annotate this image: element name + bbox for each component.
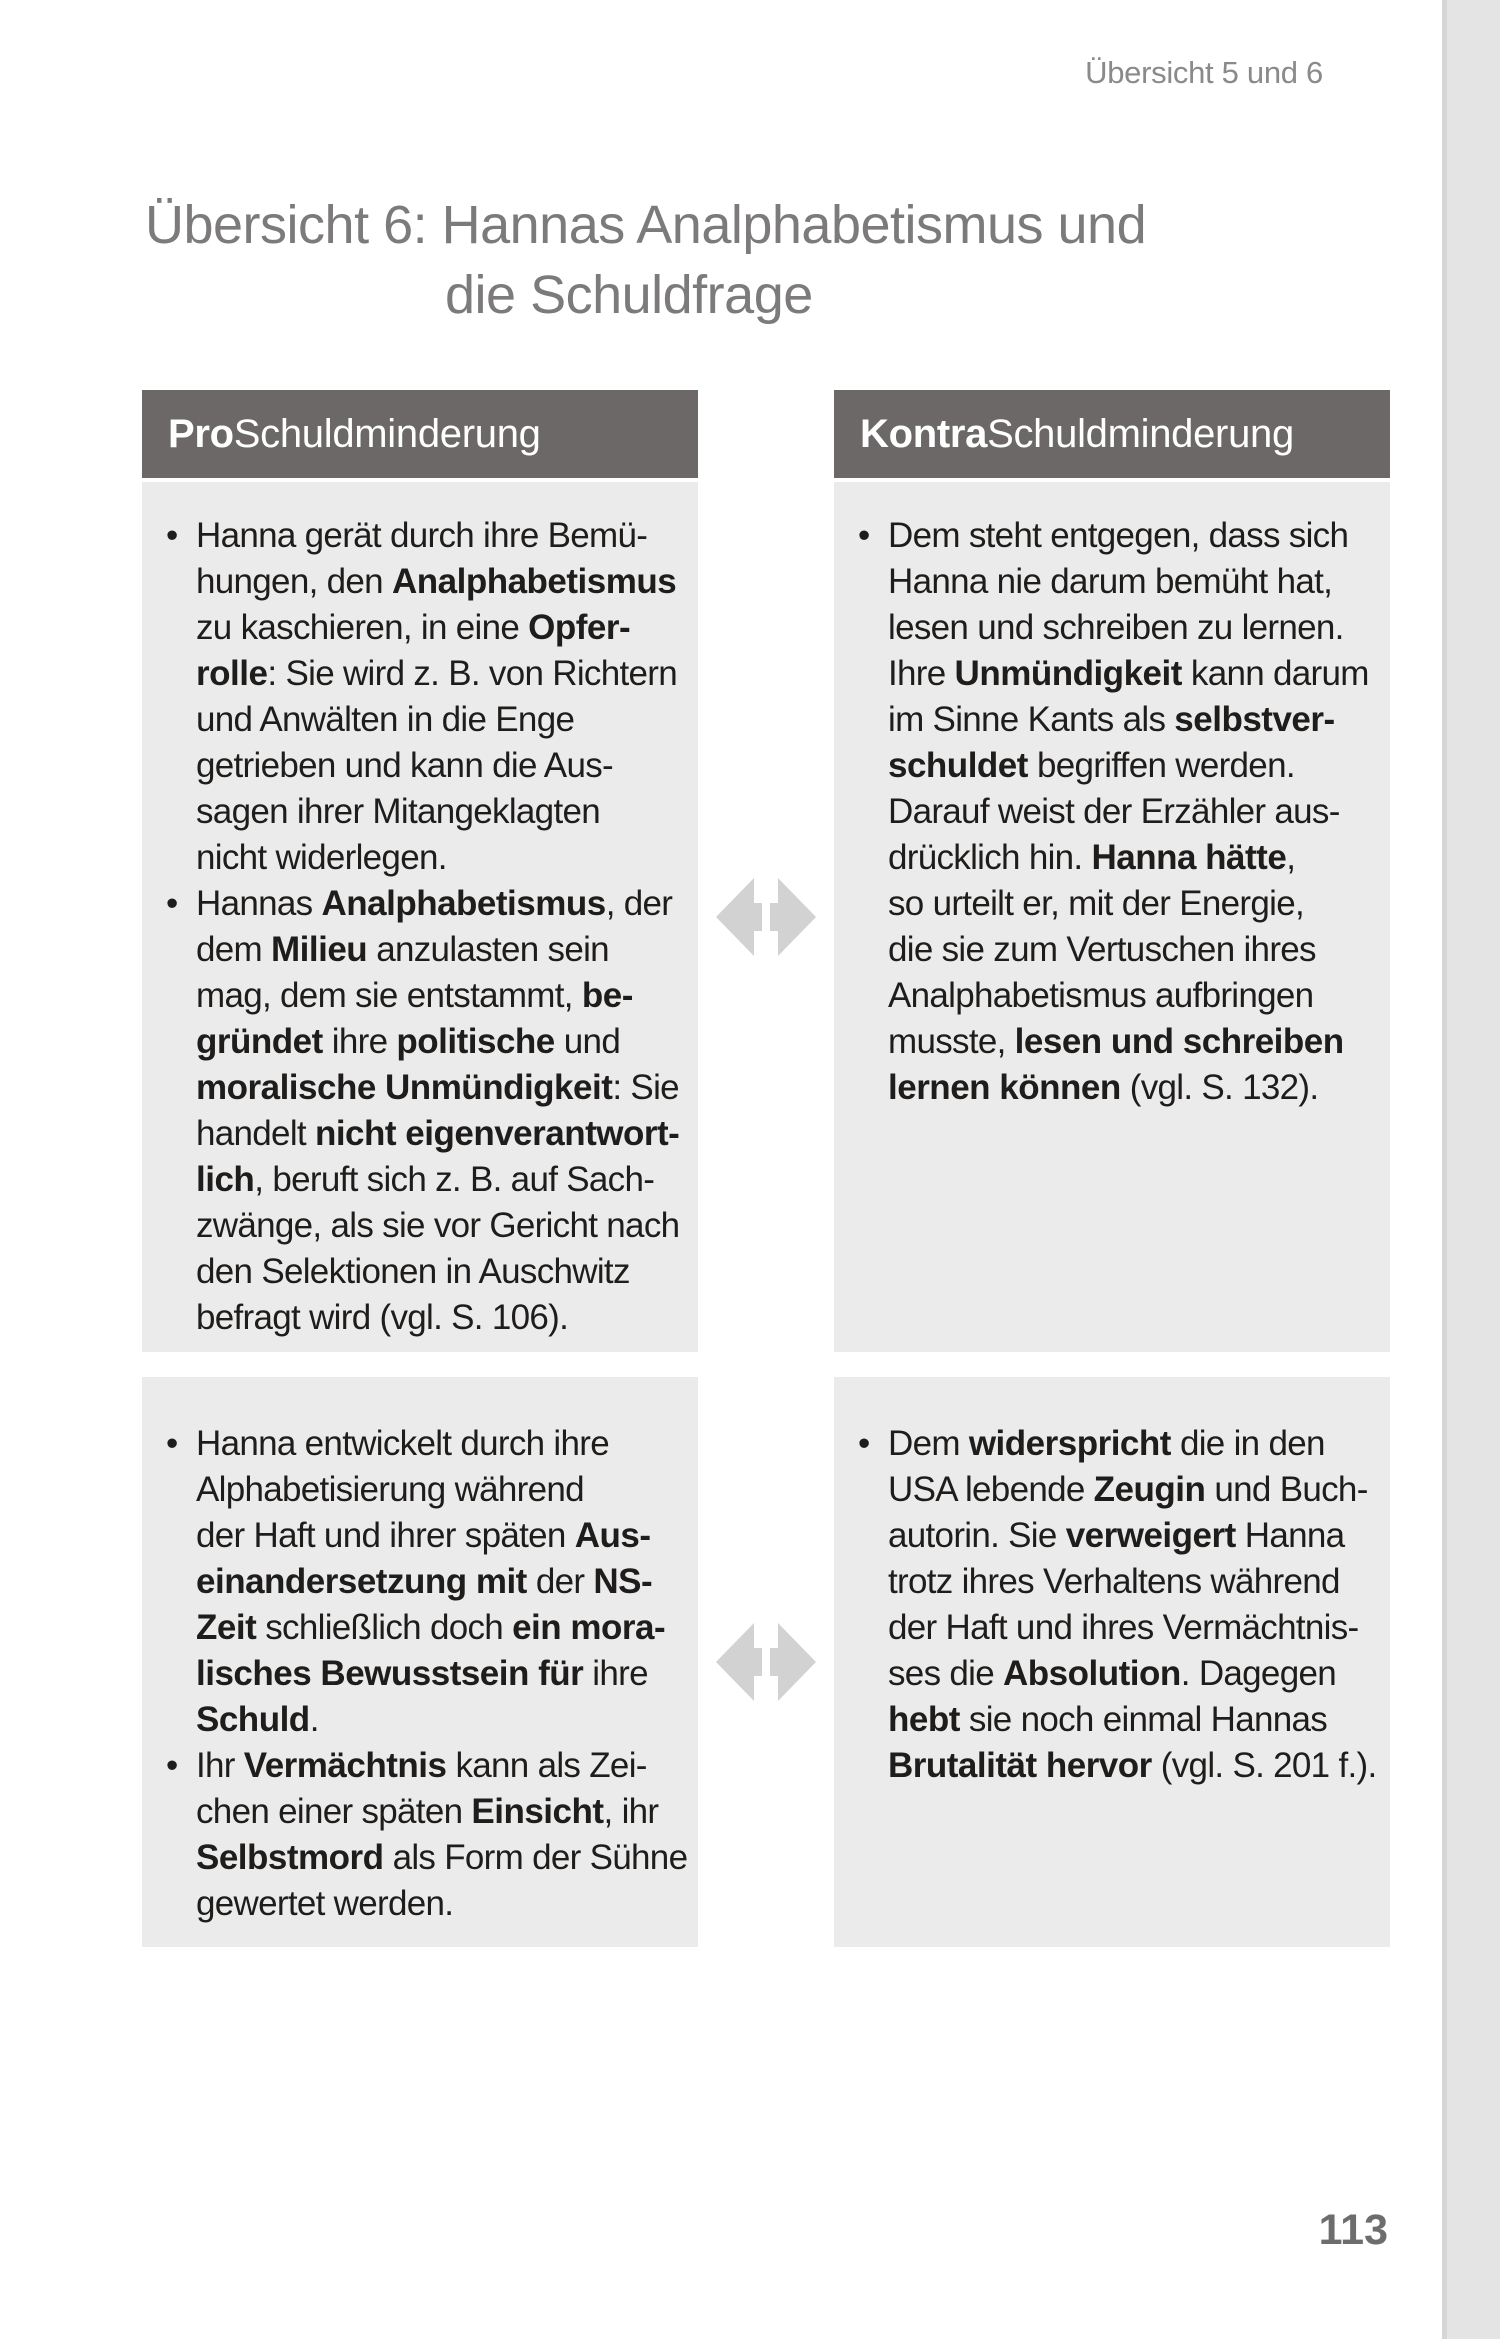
bullet-text	[196, 881, 684, 1341]
text: : Sie	[612, 1068, 679, 1107]
text-line	[196, 1467, 684, 1513]
text: lesen und schreiben zu lernen.	[888, 608, 1344, 647]
text: chen einer späten	[196, 1792, 472, 1831]
text-line	[196, 513, 684, 559]
text: und Buch-	[1205, 1470, 1368, 1509]
text: autorin. Sie	[888, 1516, 1066, 1555]
bold-text: Selbstmord	[196, 1838, 384, 1877]
text: Ihr	[196, 1746, 244, 1785]
bold-text: Aus-	[574, 1516, 651, 1555]
text-line	[888, 697, 1376, 743]
text-line	[888, 973, 1376, 1019]
text: drücklich hin.	[888, 838, 1092, 877]
text-line	[888, 1065, 1376, 1111]
text: .	[309, 1700, 319, 1739]
bold-text: hebt	[888, 1700, 960, 1739]
text: befragt wird (vgl. S. 106).	[196, 1298, 569, 1337]
text: und Anwälten in die Enge	[196, 700, 575, 739]
left-right-arrow-icon	[716, 878, 816, 956]
text-line	[196, 1249, 684, 1295]
bullet-item	[166, 1421, 684, 1743]
text-line	[196, 1203, 684, 1249]
text: Schuldminderung	[233, 411, 541, 456]
bullet-item	[858, 513, 1376, 1111]
bold-text: Analphabetismus	[391, 562, 677, 601]
bullet-text	[196, 513, 684, 881]
text: ,	[1286, 838, 1296, 877]
bold-text: Milieu	[271, 930, 368, 969]
bold-text: lich	[196, 1160, 255, 1199]
text-line	[888, 1467, 1376, 1513]
text-line	[196, 697, 684, 743]
text: im Sinne Kants als	[888, 700, 1175, 739]
page-edge-bar	[1442, 0, 1500, 2339]
text: , ihr	[603, 1792, 659, 1831]
text: ihre	[322, 1022, 397, 1061]
text: Schuldminderung	[987, 411, 1294, 456]
text-line	[196, 605, 684, 651]
text: Hanna nie darum bemüht hat,	[888, 562, 1333, 601]
left-right-arrow-icon	[716, 1623, 816, 1701]
text-line	[888, 605, 1376, 651]
text: ses die	[888, 1654, 1004, 1693]
text-line	[196, 1421, 684, 1467]
text-line	[196, 1513, 684, 1559]
bold-text: Pro	[168, 411, 234, 456]
text: (vgl. S. 201 f.).	[1151, 1746, 1377, 1785]
text-line	[888, 1019, 1376, 1065]
text-line	[196, 973, 684, 1019]
bullet-dot: •	[166, 1746, 178, 1785]
text-line	[196, 1157, 684, 1203]
text: Dem steht entgegen, dass sich	[888, 516, 1349, 555]
text: Hannas	[196, 884, 322, 923]
text-line	[196, 1559, 684, 1605]
text-line	[888, 1605, 1376, 1651]
text: die in den	[1170, 1424, 1325, 1463]
text-line	[196, 1697, 684, 1743]
bold-text: Hanna hätte	[1091, 838, 1287, 877]
text: mag, dem sie entstammt,	[196, 976, 582, 1015]
bullet-item	[166, 513, 684, 881]
text-line	[196, 1651, 684, 1697]
text: den Selektionen in Auschwitz	[196, 1252, 630, 1291]
bold-text: NS-	[593, 1562, 653, 1601]
text-line	[196, 1605, 684, 1651]
text-line	[196, 1743, 684, 1789]
bullet-text	[196, 1421, 684, 1743]
text-line	[888, 927, 1376, 973]
text-line	[888, 1651, 1376, 1697]
text-line	[196, 1111, 684, 1157]
text: der Haft und ihres Vermächtnis-	[888, 1608, 1359, 1647]
text: : Sie wird z. B. von Richtern	[267, 654, 677, 693]
text-line	[888, 559, 1376, 605]
text: hungen, den	[196, 562, 392, 601]
text: Alphabetisierung während	[196, 1470, 584, 1509]
bold-text: nicht eigenverantwort-	[314, 1114, 680, 1153]
text: . Dagegen	[1180, 1654, 1336, 1693]
text-line	[196, 835, 684, 881]
text: so urteilt er, mit der Energie,	[888, 884, 1304, 923]
bold-text: Schuld	[196, 1700, 310, 1739]
text-line	[196, 1295, 684, 1341]
bold-text: rolle	[196, 654, 268, 693]
bold-text: schuldet	[888, 746, 1028, 785]
kontra-column-header	[834, 390, 1390, 478]
bold-text: einandersetzung mit	[196, 1562, 527, 1601]
kontra-arguments-box-1	[834, 482, 1390, 1352]
bold-text: moralische Unmündigkeit	[196, 1068, 613, 1107]
text-line	[196, 1881, 684, 1927]
bold-text: politische	[396, 1022, 555, 1061]
text: zu kaschieren, in eine	[196, 608, 529, 647]
bold-text: gründet	[196, 1022, 323, 1061]
page-title	[145, 190, 1146, 330]
text: (vgl. S. 132).	[1120, 1068, 1319, 1107]
bold-text: widerspricht	[968, 1424, 1171, 1463]
text-line	[888, 1513, 1376, 1559]
bold-text: lernen können	[888, 1068, 1121, 1107]
bullet-dot: •	[858, 1424, 870, 1463]
text: kann als Zei-	[446, 1746, 647, 1785]
bold-text: lesen und schreiben	[1014, 1022, 1344, 1061]
text: Darauf weist der Erzähler aus-	[888, 792, 1340, 831]
text-line	[888, 1421, 1376, 1467]
text: getrieben und kann die Aus-	[196, 746, 613, 785]
bold-text: selbstver-	[1174, 700, 1335, 739]
text: der Haft und ihrer späten	[196, 1516, 575, 1555]
text-line	[888, 513, 1376, 559]
text: kann darum	[1181, 654, 1369, 693]
bold-text: verweigert	[1065, 1516, 1236, 1555]
text: der	[526, 1562, 594, 1601]
text: , der	[605, 884, 673, 923]
text: musste,	[888, 1022, 1015, 1061]
text: Hanna	[1235, 1516, 1345, 1555]
text-line	[888, 743, 1376, 789]
text-line	[888, 1697, 1376, 1743]
text: begriffen werden.	[1027, 746, 1295, 785]
bullet-text	[888, 513, 1376, 1111]
text: als Form der Sühne	[383, 1838, 688, 1877]
text-line	[196, 789, 684, 835]
bold-text: Einsicht	[471, 1792, 604, 1831]
text: zwänge, als sie vor Gericht nach	[196, 1206, 680, 1245]
bold-text: Analphabetismus	[321, 884, 606, 923]
text-line	[196, 927, 684, 973]
pro-arguments-box-2	[142, 1377, 698, 1947]
text-line	[196, 559, 684, 605]
pro-column-header	[142, 390, 698, 478]
text: gewertet werden.	[196, 1884, 454, 1923]
text: Ihre	[888, 654, 955, 693]
text: Dem	[888, 1424, 969, 1463]
bold-text: Unmündigkeit	[954, 654, 1182, 693]
text: handelt	[196, 1114, 315, 1153]
text: nicht widerlegen.	[196, 838, 447, 877]
text: anzulasten sein	[367, 930, 609, 969]
bold-text: Kontra	[860, 411, 988, 456]
bullet-item	[166, 1743, 688, 1927]
kontra-arguments-box-2	[834, 1377, 1390, 1947]
text-line	[196, 1019, 684, 1065]
text-line	[888, 789, 1376, 835]
text: und	[554, 1022, 621, 1061]
bullet-dot: •	[166, 884, 178, 923]
text-line	[196, 881, 684, 927]
running-header: Übersicht 5 und 6	[1085, 55, 1323, 90]
text-line	[196, 743, 684, 789]
text-line	[888, 651, 1376, 697]
bold-text: be-	[581, 976, 633, 1015]
text: sagen ihrer Mitangeklagten	[196, 792, 601, 831]
text-line	[196, 1835, 688, 1881]
text: schließlich doch	[256, 1608, 513, 1647]
bullet-item	[858, 1421, 1376, 1789]
bullet-dot: •	[166, 516, 178, 555]
bold-text: Opfer-	[528, 608, 631, 647]
bullet-item	[166, 881, 684, 1341]
bullet-dot: •	[858, 516, 870, 555]
text: die sie zum Vertuschen ihres	[888, 930, 1316, 969]
page-number: 113	[1318, 2206, 1388, 2254]
text: ihre	[583, 1654, 648, 1693]
bullet-text	[888, 1421, 1376, 1789]
versus-arrow-row-1	[698, 482, 834, 1352]
text: sie noch einmal Hannas	[959, 1700, 1328, 1739]
bullet-text	[196, 1743, 688, 1927]
text: dem	[196, 930, 272, 969]
bold-text: ein mora-	[512, 1608, 666, 1647]
text-line	[888, 1743, 1376, 1789]
bold-text: lisches Bewusstsein für	[196, 1654, 584, 1693]
bullet-dot: •	[166, 1424, 178, 1463]
text: Hanna entwickelt durch ihre	[196, 1424, 609, 1463]
bold-text: Zeugin	[1093, 1470, 1206, 1509]
bold-text: Vermächtnis	[243, 1746, 447, 1785]
text-line	[196, 1065, 684, 1111]
bold-text: Zeit	[196, 1608, 257, 1647]
text: USA lebende	[888, 1470, 1094, 1509]
text-line	[888, 1559, 1376, 1605]
pro-arguments-box-1	[142, 482, 698, 1352]
text: Analphabetismus aufbringen	[888, 976, 1314, 1015]
text: trotz ihres Verhaltens während	[888, 1562, 1340, 1601]
page-title-line1: Übersicht 6: Hannas Analphabetismus und	[145, 195, 1147, 255]
versus-arrow-row-2	[698, 1377, 834, 1947]
bold-text: Brutalität hervor	[888, 1746, 1152, 1785]
text-line	[196, 1789, 684, 1835]
text-line	[888, 835, 1376, 881]
bold-text: Absolution	[1003, 1654, 1181, 1693]
page-title-line2: die Schuldfrage	[445, 265, 813, 325]
text: Hanna gerät durch ihre Bemü-	[196, 516, 648, 555]
text: , beruft sich z. B. auf Sach-	[254, 1160, 655, 1199]
text-line	[196, 651, 684, 697]
text-line	[888, 881, 1376, 927]
